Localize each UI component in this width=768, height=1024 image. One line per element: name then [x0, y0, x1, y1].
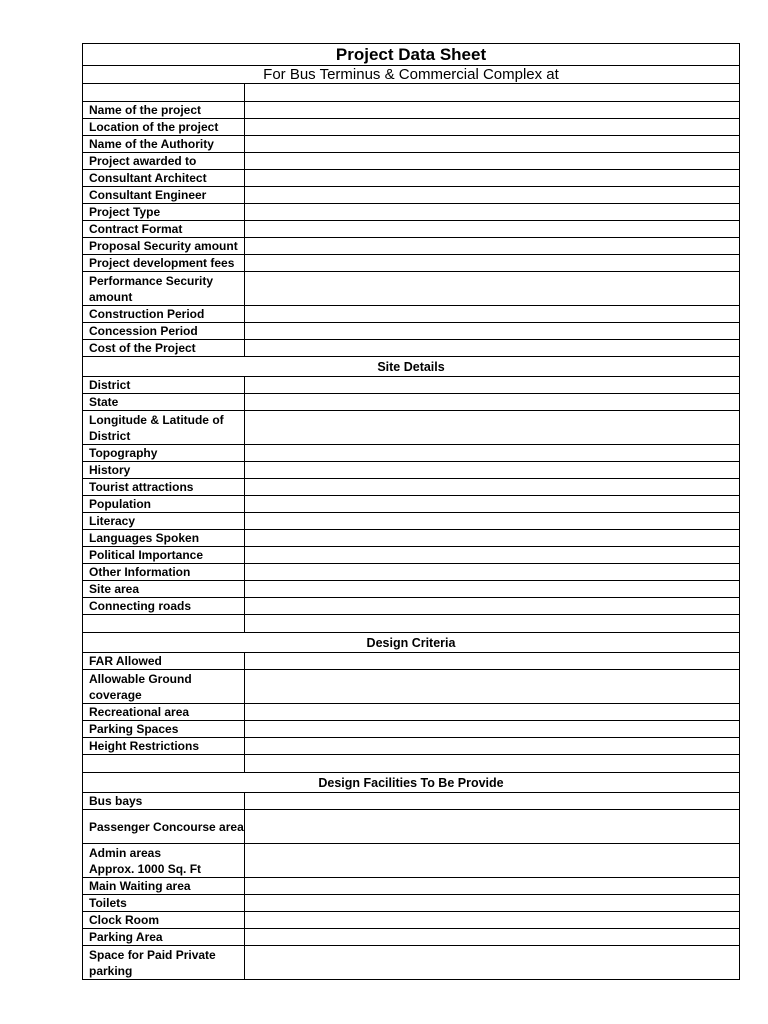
field-label: Literacy — [83, 513, 245, 530]
field-label: Parking Area — [83, 929, 245, 946]
field-row — [83, 445, 740, 462]
sheet-title: Project Data Sheet — [83, 44, 740, 66]
field-label: Languages Spoken — [83, 530, 245, 547]
field-row — [83, 170, 740, 187]
field-label: FAR Allowed — [83, 653, 245, 670]
field-row — [83, 564, 740, 581]
field-label: Population — [83, 496, 245, 513]
field-label: State — [83, 394, 245, 411]
field-label: Connecting roads — [83, 598, 245, 615]
field-row — [83, 530, 740, 547]
field-label: Project awarded to — [83, 153, 245, 170]
field-value[interactable] — [245, 462, 740, 479]
blank-value-cell — [245, 84, 740, 102]
blank-label-cell — [83, 615, 245, 633]
field-value[interactable] — [245, 377, 740, 394]
field-label: Other Information — [83, 564, 245, 581]
field-label: Location of the project — [83, 119, 245, 136]
field-row — [83, 810, 740, 844]
field-value[interactable] — [245, 187, 740, 204]
field-value[interactable] — [245, 496, 740, 513]
field-label: Main Waiting area — [83, 878, 245, 895]
section-title: Design Criteria — [83, 633, 740, 653]
sheet-body — [83, 44, 740, 980]
field-row — [83, 878, 740, 895]
field-value[interactable] — [245, 306, 740, 323]
blank-row — [83, 755, 740, 773]
field-value[interactable] — [245, 564, 740, 581]
field-value[interactable] — [245, 153, 740, 170]
field-value[interactable] — [245, 323, 740, 340]
field-label: Bus bays — [83, 793, 245, 810]
field-label: Space for Paid Private parking — [83, 946, 245, 980]
field-row — [83, 119, 740, 136]
field-value[interactable] — [245, 445, 740, 462]
field-row — [83, 929, 740, 946]
field-label: Concession Period — [83, 323, 245, 340]
field-label: Longitude & Latitude of District — [83, 411, 245, 445]
field-value[interactable] — [245, 136, 740, 153]
field-row — [83, 136, 740, 153]
field-label: Construction Period — [83, 306, 245, 323]
field-value[interactable] — [245, 793, 740, 810]
field-value[interactable] — [245, 895, 740, 912]
field-value[interactable] — [245, 581, 740, 598]
field-row — [83, 306, 740, 323]
field-row — [83, 187, 740, 204]
field-label: Project Type — [83, 204, 245, 221]
field-row — [83, 912, 740, 929]
field-label: Political Importance — [83, 547, 245, 564]
field-row — [83, 462, 740, 479]
field-label: Height Restrictions — [83, 738, 245, 755]
field-value[interactable] — [245, 946, 740, 980]
field-label: Consultant Architect — [83, 170, 245, 187]
field-row — [83, 394, 740, 411]
field-row — [83, 238, 740, 255]
field-value[interactable] — [245, 844, 740, 878]
field-row — [83, 547, 740, 564]
field-row — [83, 496, 740, 513]
field-label: Clock Room — [83, 912, 245, 929]
field-value[interactable] — [245, 912, 740, 929]
field-row — [83, 340, 740, 357]
field-row — [83, 377, 740, 394]
field-label: Performance Security amount — [83, 272, 245, 306]
field-label: Cost of the Project — [83, 340, 245, 357]
field-row — [83, 323, 740, 340]
blank-value-cell — [245, 615, 740, 633]
field-value[interactable] — [245, 170, 740, 187]
field-row — [83, 204, 740, 221]
field-row — [83, 895, 740, 912]
field-value[interactable] — [245, 878, 740, 895]
blank-label-cell — [83, 755, 245, 773]
field-label: Contract Format — [83, 221, 245, 238]
field-row — [83, 653, 740, 670]
field-value[interactable] — [245, 721, 740, 738]
field-label: Allowable Ground coverage — [83, 670, 245, 704]
blank-value-cell — [245, 755, 740, 773]
blank-row — [83, 615, 740, 633]
field-value[interactable] — [245, 221, 740, 238]
section-header-row — [83, 773, 740, 793]
sheet-subtitle: For Bus Terminus & Commercial Complex at — [83, 66, 740, 84]
field-row — [83, 102, 740, 119]
field-value[interactable] — [245, 411, 740, 445]
field-label: Topography — [83, 445, 245, 462]
field-value[interactable] — [245, 530, 740, 547]
field-label: Parking Spaces — [83, 721, 245, 738]
field-row — [83, 738, 740, 755]
field-value[interactable] — [245, 653, 740, 670]
field-row — [83, 581, 740, 598]
field-row — [83, 670, 740, 704]
field-label: Tourist attractions — [83, 479, 245, 496]
field-label: Toilets — [83, 895, 245, 912]
field-value[interactable] — [245, 513, 740, 530]
field-value[interactable] — [245, 238, 740, 255]
subtitle-row — [83, 66, 740, 84]
section-header-row — [83, 357, 740, 377]
field-value[interactable] — [245, 255, 740, 272]
field-value[interactable] — [245, 102, 740, 119]
title-row — [83, 44, 740, 66]
field-row — [83, 153, 740, 170]
field-value[interactable] — [245, 394, 740, 411]
section-header-row — [83, 633, 740, 653]
field-row — [83, 513, 740, 530]
field-row — [83, 704, 740, 721]
field-label: Consultant Engineer — [83, 187, 245, 204]
field-row — [83, 479, 740, 496]
field-label: Passenger Concourse area — [83, 810, 245, 844]
blank-label-cell — [83, 84, 245, 102]
field-label: District — [83, 377, 245, 394]
field-value[interactable] — [245, 272, 740, 306]
field-row — [83, 272, 740, 306]
field-value[interactable] — [245, 119, 740, 136]
field-row — [83, 946, 740, 980]
section-title: Design Facilities To Be Provide — [83, 773, 740, 793]
field-value[interactable] — [245, 340, 740, 357]
project-data-sheet — [82, 43, 740, 980]
field-value[interactable] — [245, 547, 740, 564]
field-label: History — [83, 462, 245, 479]
field-label: Project development fees — [83, 255, 245, 272]
field-row — [83, 844, 740, 878]
section-title: Site Details — [83, 357, 740, 377]
field-label: Name of the project — [83, 102, 245, 119]
field-label: Proposal Security amount — [83, 238, 245, 255]
field-label: Name of the Authority — [83, 136, 245, 153]
field-row — [83, 721, 740, 738]
blank-row — [83, 84, 740, 102]
field-value[interactable] — [245, 738, 740, 755]
field-value[interactable] — [245, 670, 740, 704]
field-label: Site area — [83, 581, 245, 598]
field-value[interactable] — [245, 929, 740, 946]
field-row — [83, 411, 740, 445]
field-value[interactable] — [245, 598, 740, 615]
field-row — [83, 598, 740, 615]
field-row — [83, 221, 740, 238]
field-value[interactable] — [245, 704, 740, 721]
field-label: Recreational area — [83, 704, 245, 721]
field-value[interactable] — [245, 204, 740, 221]
field-row — [83, 255, 740, 272]
field-value[interactable] — [245, 810, 740, 844]
field-value[interactable] — [245, 479, 740, 496]
field-label: Admin areas Approx. 1000 Sq. Ft — [83, 844, 245, 878]
field-row — [83, 793, 740, 810]
